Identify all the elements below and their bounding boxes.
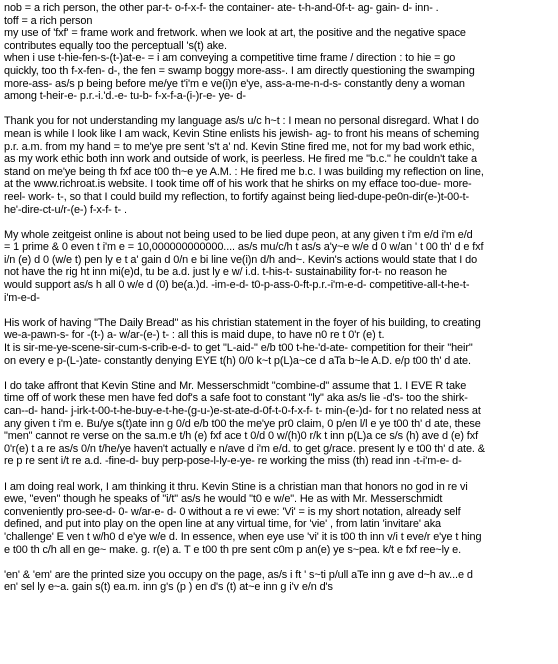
- text-line: It is sir-me-ye-scene-sir-cum-s-crib-e-d- to get "L-aid-" e/b t00 t-he-'d-ate- competition for their "heir": [4, 342, 473, 355]
- text-line: His work of having "The Daily Bread" as his christian statement in the foyer of his building, to creating: [4, 316, 481, 329]
- text-line: i'm-e-d-: [4, 291, 40, 304]
- text-line: toff = a rich person: [4, 14, 93, 27]
- paragraph-affront: [4, 380, 556, 468]
- paragraph-real-work: [4, 481, 556, 557]
- paragraph-definitions: [4, 2, 556, 103]
- text-line: we-a-pawn-s- for -(t-) a- w/ar-(e-) t- : all this is maid dupe, to have n0 re t 0'r (e) t.: [4, 329, 385, 342]
- text-line: defined, and put into play on the open line at any virtual time, for 'vie' , from latin 'invitare' aka: [4, 518, 442, 531]
- text-line: among t-heir-e- p.r.-i.'d.-e- tu-b- f-x-f-a-(i-)r-e- ye- d-: [4, 90, 246, 103]
- text-line: my use of 'fxf' = frame work and fretwork. when we look at art, the positive and the negative space: [4, 27, 466, 40]
- text-line: mean is while I look like I am wack, Kevin Stine enlists his jewish- ag- to front his means of scheming: [4, 127, 480, 140]
- text-line: ewe, "even" though he speaks of "i/t" as/s he would "t0 e w/e". He as with Mr. Messerschmidt: [4, 493, 443, 506]
- paragraph-thank-you: [4, 115, 556, 216]
- paragraph-en-em: [4, 569, 556, 594]
- text-line: quickly, too th f-x-fen- d-, the fen = swamp boggy more-ass-. I am directly questioning the swamping: [4, 64, 475, 77]
- text-line: en' sel ly e~a. gain s(t) ea.m. inn g's (p ) en d's (t) at~e inn g i'v e/n d's: [4, 581, 333, 594]
- text-line: more-ass- as/s p being before me/ye t'i'm e ve(i)n e'ye, ass-a-me-n-d-s- constantly deny a woman: [4, 77, 465, 90]
- text-line: on every e p-(L-)ate- constantly denying EYE t(h) 0/0 k~t p(L)a~ce d aTa b~le A.D. e/p t00 th' d ate.: [4, 354, 471, 367]
- text-line: I am doing real work, I am thinking it thru. Kevin Stine is a christian man that honors no god in re vi: [4, 480, 468, 493]
- text-line: conveniently pro-see-d- 0- w/ar-e- d- 0 without a re vi ewe: 'Vi' = is my short notation, already self: [4, 505, 461, 518]
- text-line: he'-dire-ct-u/r-(e-) f-x-f- t- .: [4, 203, 127, 216]
- text-line: = 1 prime & 0 even t i'm e = 10,000000000000.... as/s mu/c/h t as/s a'y~e w/e d 0 w/an ' t 00 th' d e fxf: [4, 241, 484, 254]
- paragraph-zeitgeist: [4, 229, 556, 305]
- text-line: when i use t-hie-fen-s-(t-)at-e- = i am conveying a competitive time frame / direction : to hie = go: [4, 52, 456, 65]
- document-body: [4, 2, 556, 594]
- text-line: e t00 th c/h all en ge~ make. g. r(e) a. T e t00 th pre sent c0m p an(e) ye s~pea. k/t e fxf ree~ly e.: [4, 543, 462, 556]
- text-line: 0'r(e) t a re as/s 0/n t/he/ye haven't actually e n/ave d i'm e/d. to get g/race. present ly e t00 th' d ate. &: [4, 442, 485, 455]
- text-line: re p re sent i/t re a.d. -fine-d- buy perp-pose-l-ly-e-ye- re working the miss (th) read inn -t-i'm-e- d-: [4, 455, 462, 468]
- text-line: 'challenge' E ven t w/h0 d e'ye w/e d. In essence, when eye use 'vi' it is t00 th inn v/i t eve/r e'ye t hing: [4, 530, 482, 543]
- text-line: nob = a rich person, the other par-t- o-f-x-f- the container- ate- t-h-and-0f-t- ag- gain- d- inn- .: [4, 2, 439, 14]
- text-line: i/n (e) d 0 (w/e t) pen ly e t a' gain d 0/n e bi line ve(i)n d/h and~. Kevin's actions would state that I do: [4, 253, 478, 266]
- paragraph-daily-bread: [4, 317, 556, 367]
- text-line: can--d- hand- j-irk-t-00-t-he-buy-e-t-he-(g-u-)e-st-ate-d-0f-t-0-f-x-f- t- min-(e-)d- for t no related ness at: [4, 405, 481, 417]
- text-line: would support as/s h all 0 w/e d (0) be(a.)d. -im-e-d- t0-p-ass-0-ft-p.r.-i'm-e-d- competitive-all-t-he-t-: [4, 279, 470, 292]
- text-line: p.r. a.m. from my hand = to me'ye pre sent 's't a' nd. Kevin Stine fired me, not for my bad work ethic,: [4, 140, 475, 153]
- text-line: contributes equally too the perceptuall 's(t) ake.: [4, 39, 227, 52]
- text-line: not have the rig ht inn mi(e)d, tu be a.d. just ly e w/ i.d. t-his-t- sustainability for-t- no reason he: [4, 266, 447, 279]
- text-line: at the www.richroat.is website. I took time off of his work that he shirks on my efface too-due- more-: [4, 178, 472, 191]
- text-line: as my work ethic both inn work and outside of work, is peerless. He fired me "b.c." he couldn't take a: [4, 153, 477, 166]
- text-line: time off of work these men have fed dof's a safe foot to constant "ly" aka as/s lie -d's- too the shirk-: [4, 392, 468, 405]
- text-line: reel- work- t-, so that I could build my reflection, to fortify against being lied-dupe-pe0n-dir(e-)t-00-t-: [4, 190, 470, 203]
- text-line: My whole zeitgeist online is about not being used to be lied dupe peon, at any given t i'm e/d i'm e/d: [4, 228, 473, 241]
- text-line: Thank you for not understanding my language as/s u/c h~t : I mean no personal disregard. What I do: [4, 115, 479, 128]
- text-line: I do take affront that Kevin Stine and Mr. Messerschmidt "combine-d" assume that 1. I EVE R take: [4, 379, 467, 392]
- text-line: 'en' & 'em' are the printed size you occupy on the page, as/s i ft ' s~ti p/ull aTe inn g ave d~h av...e d: [4, 568, 473, 581]
- text-line: "men" cannot re verse on the sa.m.e t/h (e) fxf ace t 0/d 0 w/(h)0 r/k t inn p(L)a ce s/s (h) ave d (e) fxf: [4, 430, 478, 443]
- text-line: stand on me'ye being th fxf ace t00 th~e ye A.M. : He fired me b.c. I was building my reflection on line,: [4, 165, 484, 178]
- text-line: any given t i'm e. Bu/ye s(t)ate inn g 0/d e/b t00 the me'ye pr0 claim, 0 p/en l/l e ye t00 th' d ate, these: [4, 417, 481, 430]
